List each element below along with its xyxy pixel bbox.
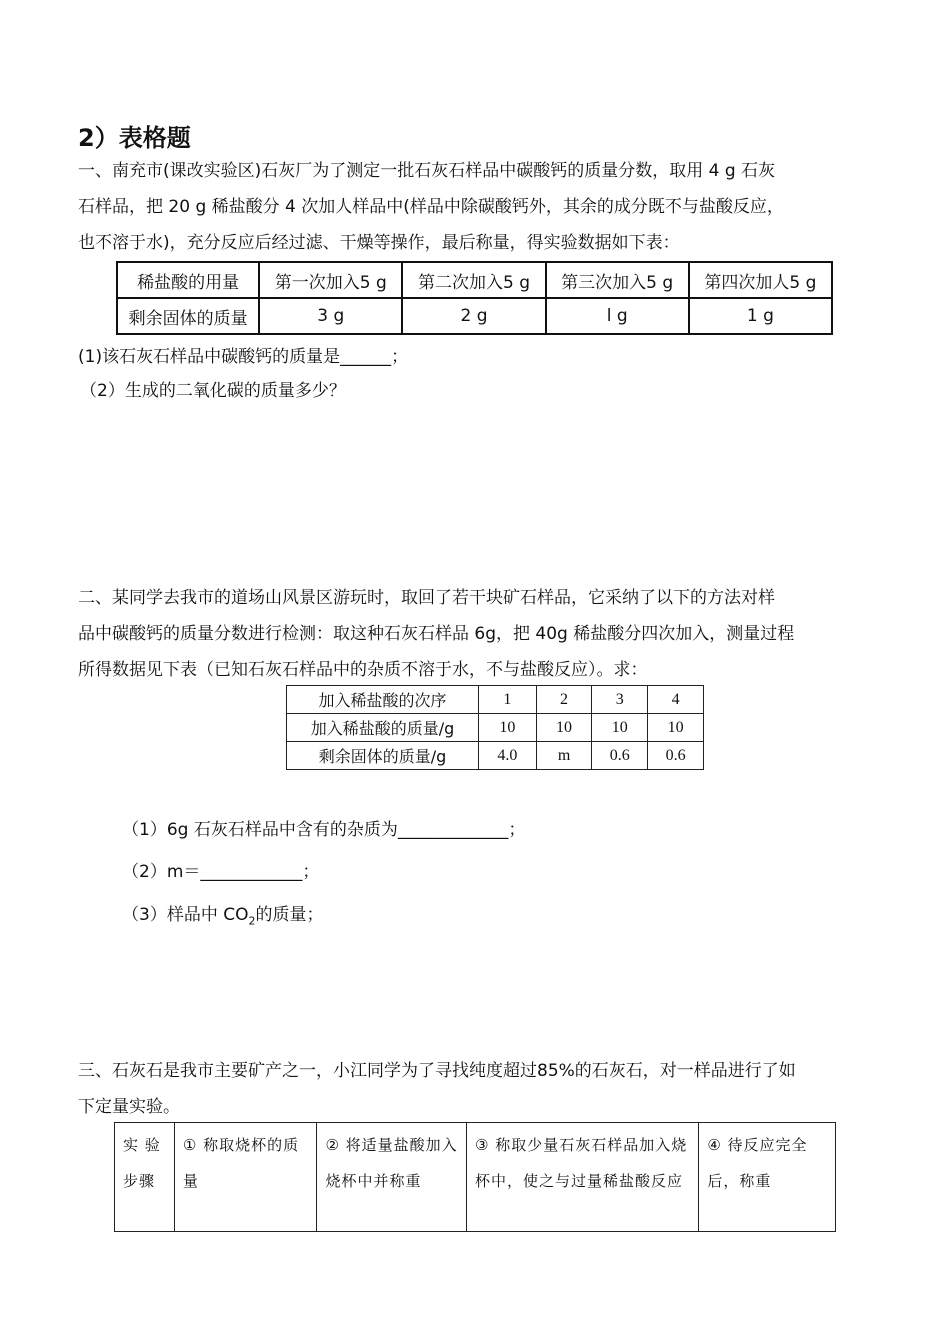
table-cell: 10 [478, 714, 536, 742]
table-cell: 2 g [402, 298, 545, 334]
table-cell: ① 称取烧杯的质量 [174, 1123, 317, 1232]
table-cell: 第一次加入5 g [259, 262, 402, 298]
problem2-table [286, 685, 704, 770]
table-cell: 剩余固体的质量 [117, 298, 259, 334]
table-cell: ④ 待反应完全后，称重 [699, 1123, 836, 1232]
problem1-line: 一、南充市(课改实验区)石灰厂为了测定一批石灰石样品中碳酸钙的质量分数，取用 4 g 石灰 [78, 161, 776, 181]
table-row [117, 298, 832, 334]
table-cell: 10 [536, 714, 592, 742]
problem3-table [114, 1122, 836, 1232]
problem2-line: 品中碳酸钙的质量分数进行检测：取这种石灰石样品 6g，把 40g 稀盐酸分四次加入，测量过程 [78, 624, 795, 644]
table-cell: 4.0 [478, 742, 536, 770]
q3-prefix: （3）样品中 CO [122, 905, 249, 925]
problem1-question-2: （2）生成的二氧化碳的质量多少？ [80, 381, 346, 401]
table-cell: 3 [592, 686, 648, 714]
problem1-text [78, 153, 878, 261]
table-cell: 1 g [689, 298, 832, 334]
table-row [117, 262, 832, 298]
problem3-line: 三、石灰石是我市主要矿产之一，小江同学为了寻找纯度超过85%的石灰石，对一样品进行了如 [78, 1061, 796, 1081]
problem3-text [78, 1053, 878, 1125]
table-row [287, 686, 704, 714]
table-cell: 0.6 [648, 742, 704, 770]
table-cell: 稀盐酸的用量 [117, 262, 259, 298]
table-cell: 0.6 [592, 742, 648, 770]
table-cell: 4 [648, 686, 704, 714]
table-cell: 第二次加入5 g [402, 262, 545, 298]
problem2-question-2: （2）m＝____________； [122, 862, 320, 882]
table-cell: ② 将适量盐酸加入烧杯中并称重 [317, 1123, 467, 1232]
table-row [115, 1123, 836, 1232]
problem1-line: 石样品，把 20 g 稀盐酸分 4 次加人样品中(样品中除碳酸钙外，其余的成分既不与盐酸反应， [78, 197, 784, 217]
q3-subscript: 2 [248, 914, 256, 928]
table-cell: 2 [536, 686, 592, 714]
section-title: 2）表格题 [78, 124, 191, 152]
table-cell: 实 验 步骤 [115, 1123, 175, 1232]
table-cell: 剩余固体的质量/g [287, 742, 479, 770]
table-cell: 加入稀盐酸的次序 [287, 686, 479, 714]
problem2-line: 所得数据见下表（已知石灰石样品中的杂质不溶于水，不与盐酸反应）。求： [78, 660, 648, 680]
table-row [287, 714, 704, 742]
problem1-table [116, 261, 833, 335]
table-cell: 1 [478, 686, 536, 714]
table-cell: 第四次加人5 g [689, 262, 832, 298]
q3-suffix: 的质量； [255, 905, 324, 925]
problem2-text [78, 580, 878, 688]
problem2-question-3 [122, 900, 323, 927]
table-cell: l g [546, 298, 689, 334]
table-cell: ③ 称取少量石灰石样品加入烧杯中，使之与过量稀盐酸反应 [467, 1123, 699, 1232]
table-cell: m [536, 742, 592, 770]
problem2-question-1: （1）6g 石灰石样品中含有的杂质为_____________； [122, 820, 526, 840]
problem2-line: 二、某同学去我市的道场山风景区游玩时，取回了若干块矿石样品，它采纳了以下的方法对样 [78, 588, 775, 608]
table-row [287, 742, 704, 770]
table-cell: 10 [592, 714, 648, 742]
problem1-line: 也不溶于水)，充分反应后经过滤、干燥等操作，最后称量，得实验数据如下表： [78, 233, 680, 253]
table-cell: 第三次加入5 g [546, 262, 689, 298]
table-cell: 10 [648, 714, 704, 742]
problem3-line: 下定量实验。 [78, 1097, 180, 1117]
table-cell: 3 g [259, 298, 402, 334]
problem1-question-1: (1)该石灰石样品中碳酸钙的质量是______； [78, 347, 409, 367]
table-cell: 加入稀盐酸的质量/g [287, 714, 479, 742]
